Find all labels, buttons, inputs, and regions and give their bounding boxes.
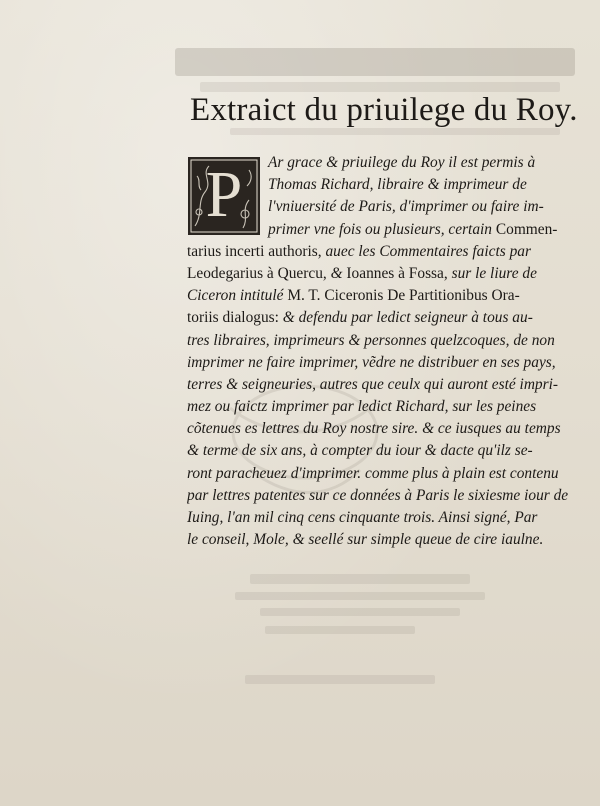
text-segment: le conseil, Mole, & seellé sur simple queue de cire iaulne. [187, 531, 544, 549]
text-segment: & defendu par ledict seigneur à tous au- [282, 309, 533, 327]
text-line [187, 440, 572, 462]
text-line [187, 463, 572, 485]
text-segment: sur le liure de [451, 264, 537, 282]
text-segment: primer vne fois ou plusieurs, certain [268, 220, 496, 238]
text-segment: ront paracheuez d'imprimer. comme plus à plain est contenu [187, 464, 559, 482]
text-line [187, 507, 572, 529]
text-segment: cõtenues es lettres du Roy nostre sire. & ce iusques au temps [187, 420, 561, 438]
text-segment: l'vniuersité de Paris, d'imprimer ou faire im- [268, 198, 544, 216]
text-line [187, 396, 572, 418]
text-segment: tarius incerti authoris, [187, 242, 326, 260]
text-line [187, 352, 572, 374]
text-segment: imprimer ne faire imprimer, vẽdre ne distribuer en ses pays, [187, 353, 556, 371]
text-line [187, 196, 572, 218]
text-segment: auec les Commentaires faicts par [325, 242, 531, 260]
text-line [187, 330, 572, 352]
text-line [187, 241, 572, 263]
initial-letter: P [205, 158, 243, 231]
page-title: Extraict du priuilege du Roy. [190, 92, 578, 128]
text-line [187, 152, 572, 174]
text-segment: Commen- [495, 220, 558, 238]
text-segment: Iuing, l'an mil cinq cens cinquante trois. Ainsi signé, Par [187, 509, 538, 526]
text-segment: toriis dialogus: [187, 309, 283, 327]
text-segment: & [330, 264, 347, 282]
text-line [187, 307, 572, 329]
text-segment: terres & seigneuries, autres que ceulx qui auront esté impri- [187, 375, 559, 393]
text-line [187, 374, 572, 396]
text-segment: par lettres patentes sur ce données à Paris le sixiesme iour de [187, 486, 569, 504]
text-segment: M. T. Ciceronis De Partitionibus Ora- [287, 287, 520, 305]
text-line [187, 529, 572, 551]
privilege-text [187, 152, 572, 551]
text-line [187, 418, 572, 440]
text-line [187, 485, 572, 507]
text-segment: & terme de six ans, à compter du iour & dacte qu'ilz se- [187, 442, 533, 460]
text-line [187, 219, 572, 241]
text-line [187, 263, 572, 285]
text-line [187, 174, 572, 196]
text-segment: Thomas Richard, libraire & imprimeur de [268, 176, 527, 194]
text-segment: mez ou faictz imprimer par ledict Richard, sur les peines [187, 398, 537, 416]
text-segment: Ioannes à Fossa, [346, 264, 452, 282]
text-segment: Ar grace & priuilege du Roy il est permis à [268, 154, 536, 171]
text-segment: Ciceron intitulé [187, 287, 288, 305]
text-segment: tres libraires, imprimeurs & personnes quelzcoques, de non [187, 331, 555, 349]
text-segment: Leodegarius à Quercu, [187, 264, 331, 282]
text-line [187, 285, 572, 307]
